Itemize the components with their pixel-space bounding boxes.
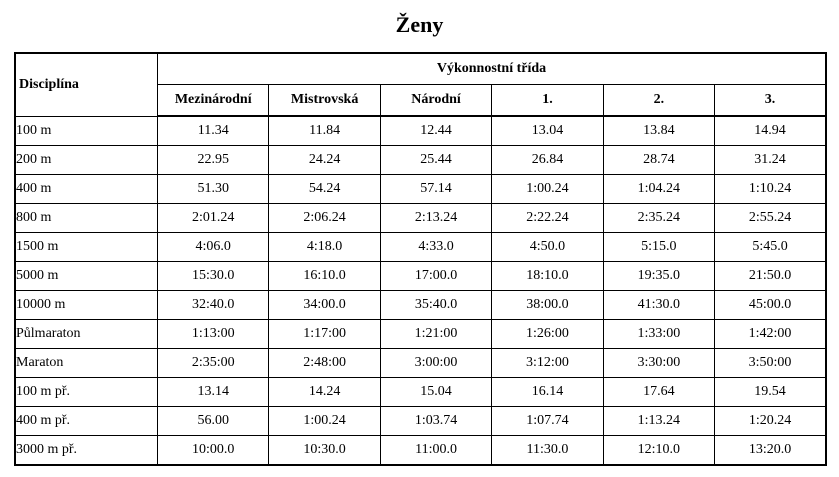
- table-row: [15, 116, 826, 146]
- value-cell: 2:01.24: [158, 204, 269, 233]
- table-body: [15, 116, 826, 465]
- table-row: [15, 175, 826, 204]
- table-row: [15, 262, 826, 291]
- value-cell: 4:18.0: [269, 233, 380, 262]
- value-cell: 3:30:00: [603, 349, 714, 378]
- value-cell: 41:30.0: [603, 291, 714, 320]
- value-cell: 1:17:00: [269, 320, 380, 349]
- discipline-cell: 1500 m: [15, 233, 158, 262]
- value-cell: 15:30.0: [158, 262, 269, 291]
- value-cell: 22.95: [158, 146, 269, 175]
- value-cell: 1:07.74: [492, 407, 603, 436]
- value-cell: 19.54: [715, 378, 826, 407]
- value-cell: 32:40.0: [158, 291, 269, 320]
- value-cell: 18:10.0: [492, 262, 603, 291]
- discipline-cell: 800 m: [15, 204, 158, 233]
- discipline-cell: 3000 m př.: [15, 436, 158, 466]
- table-row: [15, 146, 826, 175]
- value-cell: 34:00.0: [269, 291, 380, 320]
- value-cell: 21:50.0: [715, 262, 826, 291]
- value-cell: 1:21:00: [380, 320, 491, 349]
- value-cell: 2:48:00: [269, 349, 380, 378]
- value-cell: 13.14: [158, 378, 269, 407]
- value-cell: 2:35.24: [603, 204, 714, 233]
- value-cell: 2:22.24: [492, 204, 603, 233]
- value-cell: 11.34: [158, 116, 269, 146]
- column-header: Národní: [380, 85, 491, 117]
- value-cell: 1:13:00: [158, 320, 269, 349]
- discipline-cell: Půlmaraton: [15, 320, 158, 349]
- value-cell: 11.84: [269, 116, 380, 146]
- group-header: Výkonnostní třída: [158, 53, 826, 85]
- discipline-cell: 100 m: [15, 116, 158, 146]
- value-cell: 3:00:00: [380, 349, 491, 378]
- value-cell: 1:26:00: [492, 320, 603, 349]
- value-cell: 2:55.24: [715, 204, 826, 233]
- value-cell: 3:50:00: [715, 349, 826, 378]
- table-row: [15, 378, 826, 407]
- column-header: 3.: [715, 85, 826, 117]
- value-cell: 17:00.0: [380, 262, 491, 291]
- value-cell: 1:04.24: [603, 175, 714, 204]
- value-cell: 1:13.24: [603, 407, 714, 436]
- value-cell: 10:30.0: [269, 436, 380, 466]
- value-cell: 51.30: [158, 175, 269, 204]
- value-cell: 35:40.0: [380, 291, 491, 320]
- value-cell: 2:13.24: [380, 204, 491, 233]
- discipline-cell: 400 m př.: [15, 407, 158, 436]
- value-cell: 1:00.24: [492, 175, 603, 204]
- value-cell: 1:33:00: [603, 320, 714, 349]
- value-cell: 19:35.0: [603, 262, 714, 291]
- table-row: [15, 204, 826, 233]
- performance-table: [14, 52, 827, 466]
- discipline-cell: 5000 m: [15, 262, 158, 291]
- table-row: [15, 233, 826, 262]
- value-cell: 16:10.0: [269, 262, 380, 291]
- value-cell: 1:03.74: [380, 407, 491, 436]
- page-title: Ženy: [395, 12, 444, 37]
- value-cell: 5:15.0: [603, 233, 714, 262]
- value-cell: 14.24: [269, 378, 380, 407]
- table-row: [15, 320, 826, 349]
- value-cell: 4:33.0: [380, 233, 491, 262]
- column-header: Mezinárodní: [158, 85, 269, 117]
- value-cell: 13:20.0: [715, 436, 826, 466]
- value-cell: 1:42:00: [715, 320, 826, 349]
- discipline-cell: 400 m: [15, 175, 158, 204]
- discipline-cell: 10000 m: [15, 291, 158, 320]
- discipline-cell: Maraton: [15, 349, 158, 378]
- table-row: [15, 407, 826, 436]
- value-cell: 13.04: [492, 116, 603, 146]
- value-cell: 57.14: [380, 175, 491, 204]
- table-row: [15, 291, 826, 320]
- value-cell: 11:30.0: [492, 436, 603, 466]
- value-cell: 5:45.0: [715, 233, 826, 262]
- value-cell: 16.14: [492, 378, 603, 407]
- column-header: 2.: [603, 85, 714, 117]
- column-header: 1.: [492, 85, 603, 117]
- value-cell: 1:10.24: [715, 175, 826, 204]
- value-cell: 26.84: [492, 146, 603, 175]
- value-cell: 54.24: [269, 175, 380, 204]
- discipline-cell: 100 m př.: [15, 378, 158, 407]
- table-row: [15, 349, 826, 378]
- value-cell: 2:35:00: [158, 349, 269, 378]
- value-cell: 38:00.0: [492, 291, 603, 320]
- value-cell: 2:06.24: [269, 204, 380, 233]
- value-cell: 14.94: [715, 116, 826, 146]
- table-row: [15, 436, 826, 466]
- value-cell: 17.64: [603, 378, 714, 407]
- column-header: Mistrovská: [269, 85, 380, 117]
- value-cell: 1:20.24: [715, 407, 826, 436]
- value-cell: 1:00.24: [269, 407, 380, 436]
- value-cell: 13.84: [603, 116, 714, 146]
- value-cell: 11:00.0: [380, 436, 491, 466]
- value-cell: 12.44: [380, 116, 491, 146]
- value-cell: 24.24: [269, 146, 380, 175]
- value-cell: 3:12:00: [492, 349, 603, 378]
- value-cell: 15.04: [380, 378, 491, 407]
- value-cell: 31.24: [715, 146, 826, 175]
- discipline-header: Disciplína: [15, 53, 158, 116]
- value-cell: 25.44: [380, 146, 491, 175]
- value-cell: 28.74: [603, 146, 714, 175]
- value-cell: 4:50.0: [492, 233, 603, 262]
- value-cell: 45:00.0: [715, 291, 826, 320]
- discipline-cell: 200 m: [15, 146, 158, 175]
- value-cell: 10:00.0: [158, 436, 269, 466]
- value-cell: 12:10.0: [603, 436, 714, 466]
- value-cell: 4:06.0: [158, 233, 269, 262]
- value-cell: 56.00: [158, 407, 269, 436]
